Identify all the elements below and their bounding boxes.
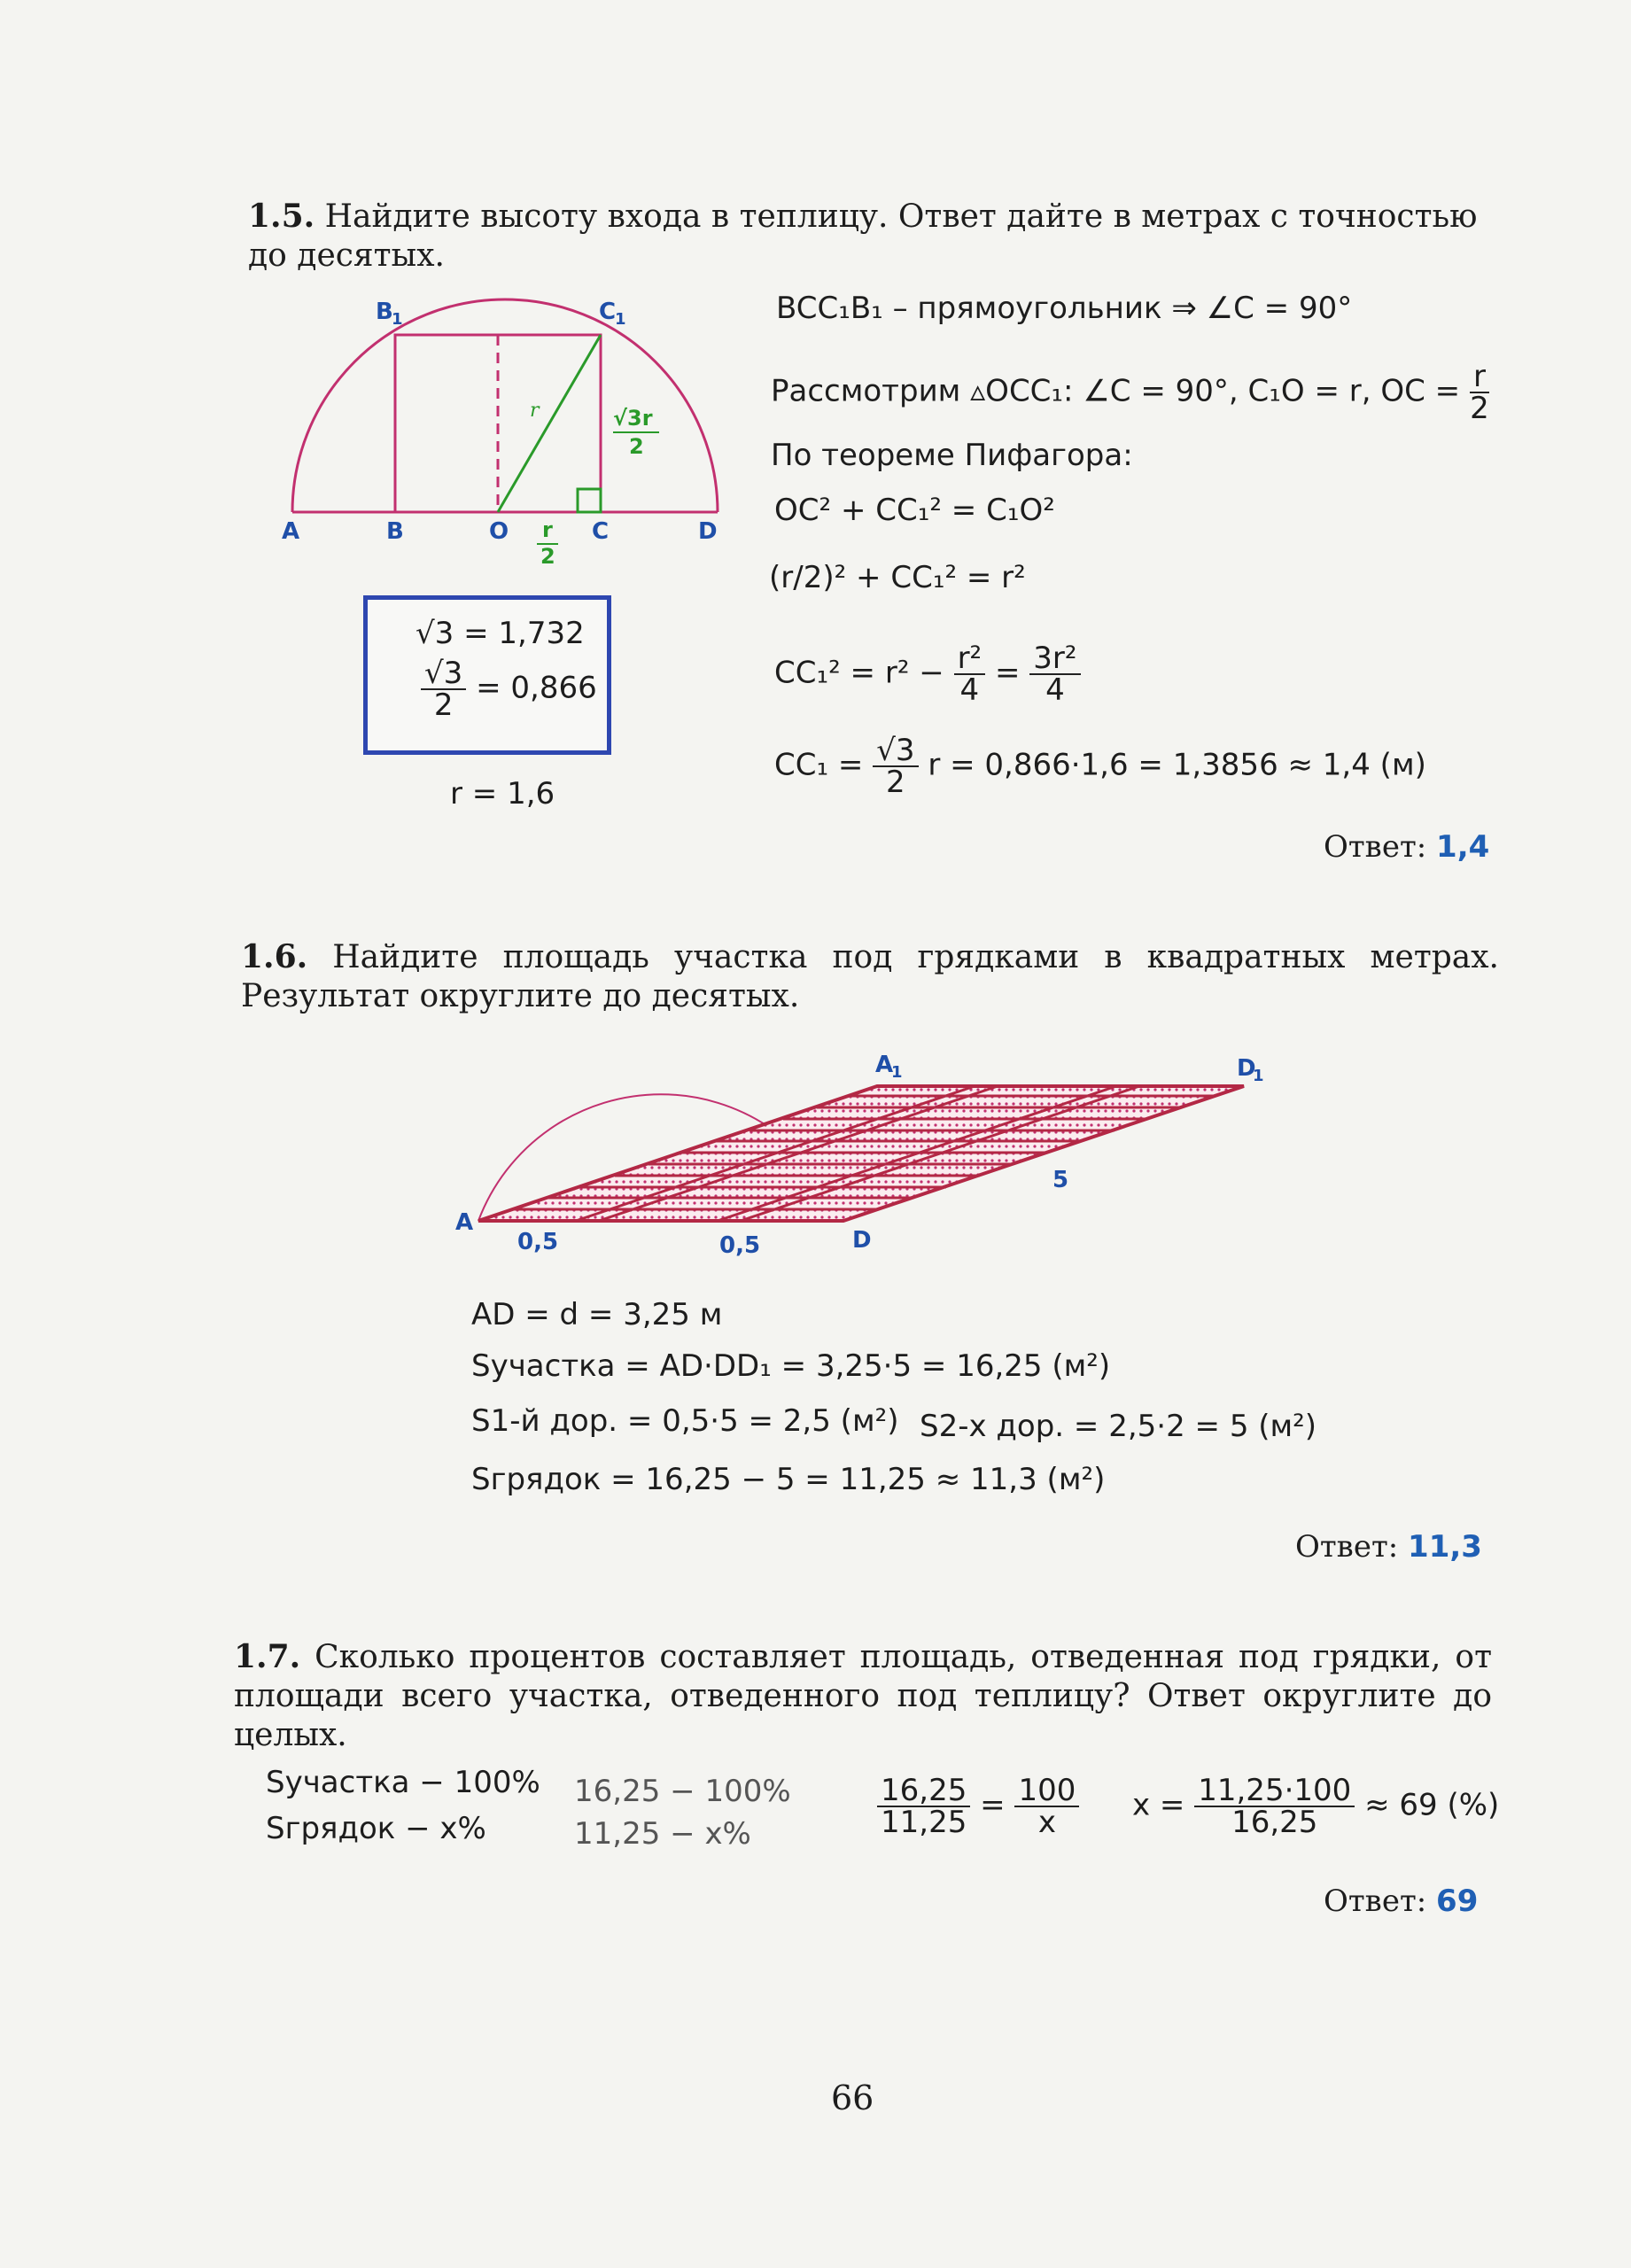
- solution-line-3: По теореме Пифагора:: [771, 438, 1133, 473]
- p17-proportion: $\frac{16,25}{11,25}$ = $\frac{100}{x}$: [877, 1775, 1079, 1837]
- problem-1-7-statement: 1.7. Сколько процентов составляет площадь, отведенная под грядки, от площади всего участка, отведенного под теплицу? Ответ округлите до целых.: [234, 1638, 1492, 1753]
- garden-beds-diagram: [443, 1037, 1293, 1276]
- solution-line-1: BCC₁B₁ – прямоугольник ⇒ ∠C = 90°: [776, 291, 1353, 326]
- solution-line-5: (r/2)² + CC₁² = r²: [769, 560, 1026, 595]
- r-value: r = 1,6: [450, 776, 555, 812]
- box-line1: √3 = 1,732: [416, 616, 585, 651]
- svg-text:1: 1: [1253, 1067, 1264, 1085]
- answer-1-5: Ответ: 1,4: [1324, 829, 1490, 865]
- greenhouse-arch-diagram: [266, 292, 744, 567]
- label-d: D: [698, 518, 718, 545]
- p17-col1-b: Sгрядок − x%: [266, 1811, 486, 1846]
- label-five: 5: [1052, 1167, 1069, 1193]
- label-c: C: [592, 518, 610, 545]
- label-half-2: 0,5: [719, 1232, 761, 1259]
- label-r2-num: r: [542, 517, 553, 542]
- box-frac: $\frac{√3}{2}$: [421, 658, 466, 720]
- p17-col1-a: Sучастка − 100%: [266, 1765, 540, 1800]
- label-c1: C: [599, 299, 617, 325]
- page-number: 66: [831, 2078, 874, 2117]
- p16-line-1: AD = d = 3,25 м: [471, 1297, 723, 1332]
- problem-text: Найдите высоту входа в теплицу. Ответ дайте в метрах с точностью до десятых.: [248, 198, 1478, 274]
- svg-text:1: 1: [615, 310, 626, 329]
- problem-number: 1.5.: [248, 198, 315, 235]
- label-r: r: [530, 400, 540, 422]
- p17-result: x = $\frac{11,25\cdot 100}{16,25}$ ≈ 69 (%): [1132, 1773, 1500, 1840]
- solution-line-4: OC² + CC₁² = C₁O²: [774, 493, 1055, 528]
- solution-line-2: Рассмотрим ▵OCC₁: ∠C = 90°, C₁O = r, OC = $\frac{r}{2}$: [771, 359, 1489, 426]
- label-d1: D: [1237, 1055, 1256, 1082]
- p16-line-3a: S1-й дор. = 0,5·5 = 2,5 (м²): [471, 1403, 899, 1439]
- solution-line-7: CC₁ = $\frac{√3}{2}$ r = 0,866·1,6 = 1,3856 ≈ 1,4 (м): [774, 733, 1426, 800]
- p17-col2-b: 11,25 − x%: [574, 1816, 751, 1852]
- box-line2-rest: = 0,866: [466, 670, 597, 706]
- label-b1: B: [376, 299, 393, 325]
- label-d: D: [852, 1227, 872, 1254]
- label-a1: A: [875, 1052, 894, 1078]
- svg-text:1: 1: [392, 310, 403, 329]
- solution-line-6: CC₁² = r² − $\frac{\text{r²}}{4}$ = $\frac{\text{3r²}}{4}$: [774, 643, 1081, 705]
- constants-box: [363, 595, 611, 755]
- p16-line-2: Sучастка = AD·DD₁ = 3,25·5 = 16,25 (м²): [471, 1348, 1111, 1384]
- label-b: B: [386, 518, 404, 545]
- label-half-1: 0,5: [517, 1229, 559, 1255]
- label-a: A: [282, 518, 300, 545]
- p16-line-3b: S2-х дор. = 2,5·2 = 5 (м²): [920, 1409, 1317, 1444]
- label-sqrt3r: √3r: [613, 406, 653, 431]
- svg-text:1: 1: [891, 1063, 903, 1082]
- answer-1-5-value: 1,4: [1436, 829, 1490, 865]
- p17-col2-a: 16,25 − 100%: [574, 1774, 791, 1809]
- label-r2-den: 2: [540, 544, 555, 567]
- answer-1-7-value: 69: [1436, 1884, 1479, 1919]
- answer-1-6: Ответ: 11,3: [1295, 1529, 1482, 1565]
- answer-1-7: Ответ: 69: [1324, 1884, 1479, 1919]
- answer-1-6-value: 11,3: [1408, 1529, 1482, 1565]
- problem-1-6-statement: 1.6. Найдите площадь участка под грядками в квадратных метрах. Результат округлите до десятых.: [241, 938, 1499, 1014]
- p16-line-4: Sгрядок = 16,25 − 5 = 11,25 ≈ 11,3 (м²): [471, 1462, 1106, 1497]
- label-a: A: [455, 1209, 474, 1236]
- label-o: O: [489, 518, 509, 545]
- label-two: 2: [629, 434, 644, 459]
- problem-1-5-statement: [248, 197, 1506, 276]
